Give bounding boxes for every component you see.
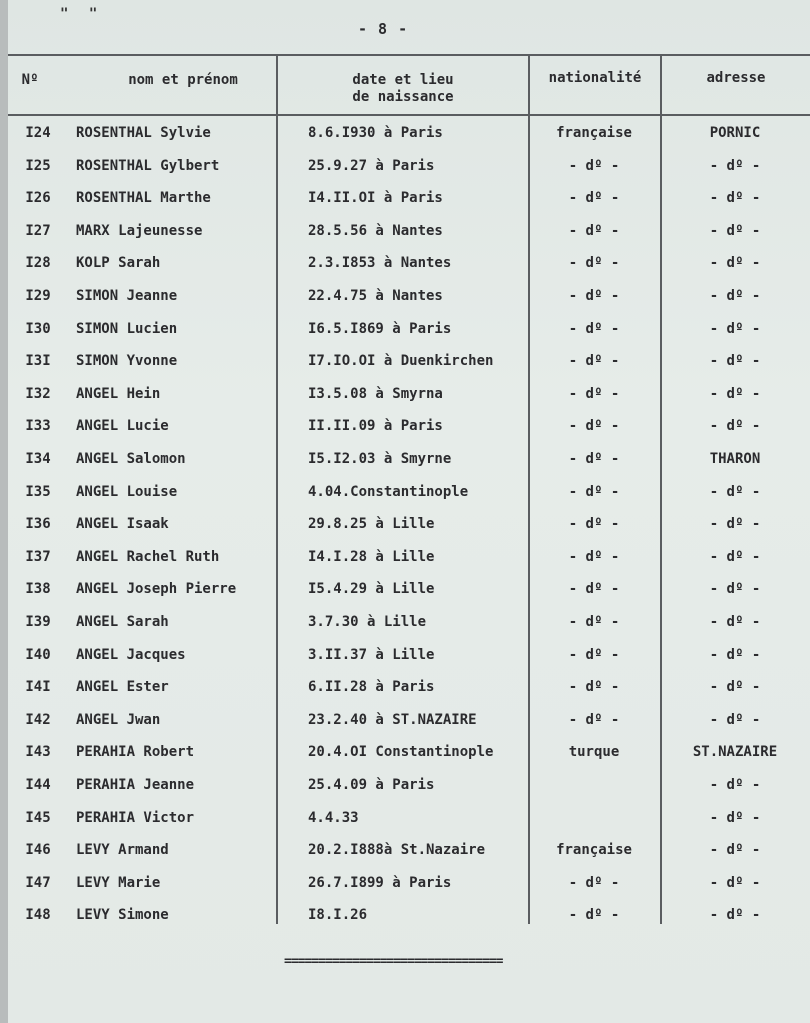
nationality-cell: - dº - xyxy=(568,711,620,728)
address-cell: - dº - xyxy=(709,777,761,793)
row-number: I48 xyxy=(25,907,51,924)
table-row xyxy=(8,314,810,344)
birth-info: 29.8.25 à Lille xyxy=(308,516,435,533)
table-row xyxy=(8,607,810,637)
table-row xyxy=(8,411,810,441)
table-row xyxy=(8,379,810,409)
nationality-cell: - dº - xyxy=(568,516,620,533)
address-cell: - dº - xyxy=(709,222,761,239)
address-cell: PORNIC xyxy=(709,125,761,141)
address-cell: ST.NAZAIRE xyxy=(692,744,778,761)
table-row xyxy=(8,542,810,572)
birth-info: 20.4.OI Constantinople xyxy=(308,744,494,761)
address-cell: - dº - xyxy=(709,548,761,565)
person-name: KOLP Sarah xyxy=(76,255,161,272)
address-cell: - dº - xyxy=(709,614,761,630)
nationality-cell: française xyxy=(556,842,632,859)
birth-info: 2.3.I853 à Nantes xyxy=(308,255,452,272)
address-cell: - dº - xyxy=(709,809,761,826)
row-number: I3I xyxy=(25,353,51,370)
address-cell: - dº - xyxy=(709,646,761,663)
row-number: I28 xyxy=(25,255,51,272)
page-number: - 8 - xyxy=(358,20,409,38)
address-cell: THARON xyxy=(709,451,761,467)
person-name: LEVY Simone xyxy=(76,907,169,924)
row-number: I47 xyxy=(25,874,51,891)
birth-info: I4.I.28 à Lille xyxy=(308,548,435,565)
person-name: ANGEL Louise xyxy=(76,483,178,500)
row-number: I38 xyxy=(25,581,51,598)
table-row xyxy=(8,868,810,898)
nationality-cell: - dº - xyxy=(568,320,620,337)
nationality-cell: - dº - xyxy=(568,451,620,467)
nationality-cell: française xyxy=(556,125,632,141)
nationality-cell: - dº - xyxy=(568,679,620,696)
address-cell: - dº - xyxy=(709,679,761,696)
row-number: I46 xyxy=(25,842,51,859)
birth-info: 25.4.09 à Paris xyxy=(308,777,435,793)
nationality-cell: - dº - xyxy=(568,581,620,598)
table-row xyxy=(8,346,810,376)
row-number: I40 xyxy=(25,646,51,663)
nationality-cell: - dº - xyxy=(568,614,620,630)
table-row xyxy=(8,477,810,507)
person-name: ANGEL Salomon xyxy=(76,451,186,467)
birth-info: 8.6.I930 à Paris xyxy=(308,125,443,141)
table-row xyxy=(8,705,810,735)
nationality-cell: - dº - xyxy=(568,157,620,174)
birth-info: 20.2.I888à St.Nazaire xyxy=(308,842,486,859)
row-number: I26 xyxy=(25,190,51,207)
birth-info: 28.5.56 à Nantes xyxy=(308,222,443,239)
row-number: I45 xyxy=(25,809,51,826)
person-name: ANGEL Jacques xyxy=(76,646,186,663)
nationality-cell: - dº - xyxy=(568,483,620,500)
header-nationality: nationalité xyxy=(548,70,642,86)
person-name: ANGEL Sarah xyxy=(76,614,169,630)
address-cell: - dº - xyxy=(709,190,761,207)
table-row xyxy=(8,118,810,148)
person-name: ANGEL Ester xyxy=(76,679,169,696)
person-name: ANGEL Rachel Ruth xyxy=(76,548,220,565)
person-name: ANGEL Lucie xyxy=(76,418,169,435)
row-number: I25 xyxy=(25,157,51,174)
nationality-cell: - dº - xyxy=(568,222,620,239)
person-name: SIMON Jeanne xyxy=(76,288,178,304)
address-cell: - dº - xyxy=(709,483,761,500)
birth-info: I6.5.I869 à Paris xyxy=(308,320,452,337)
table-top-rule xyxy=(8,54,810,56)
header-birth-line1: date et lieu xyxy=(352,72,454,88)
birth-info: 3.7.30 à Lille xyxy=(308,614,427,630)
person-name: ROSENTHAL Sylvie xyxy=(76,125,211,141)
row-number: I34 xyxy=(25,451,51,467)
person-name: LEVY Armand xyxy=(76,842,169,859)
birth-info: I5.I2.03 à Smyrne xyxy=(308,451,452,467)
address-cell: - dº - xyxy=(709,288,761,304)
header-name: nom et prénom xyxy=(128,72,238,88)
row-number: I33 xyxy=(25,418,51,435)
person-name: ANGEL Isaak xyxy=(76,516,169,533)
corner-marks: " " xyxy=(60,6,104,22)
row-number: I32 xyxy=(25,385,51,402)
birth-info: I8.I.26 xyxy=(308,907,368,924)
person-name: MARX Lajeunesse xyxy=(76,222,203,239)
table-row xyxy=(8,900,810,930)
row-number: I42 xyxy=(25,711,51,728)
person-name: SIMON Lucien xyxy=(76,320,178,337)
address-cell: - dº - xyxy=(709,874,761,891)
document-page xyxy=(8,0,810,1023)
address-cell: - dº - xyxy=(709,353,761,370)
row-number: I24 xyxy=(25,125,51,141)
table-header-rule xyxy=(8,114,810,116)
person-name: PERAHIA Jeanne xyxy=(76,777,195,793)
table-row xyxy=(8,737,810,767)
table-row xyxy=(8,803,810,833)
table-row xyxy=(8,281,810,311)
nationality-cell: - dº - xyxy=(568,907,620,924)
birth-info: I3.5.08 à Smyrna xyxy=(308,385,443,402)
address-cell: - dº - xyxy=(709,418,761,435)
nationality-cell: - dº - xyxy=(568,255,620,272)
table-row xyxy=(8,183,810,213)
nationality-cell: - dº - xyxy=(568,548,620,565)
row-number: I39 xyxy=(25,614,51,630)
nationality-cell: - dº - xyxy=(568,288,620,304)
row-number: I27 xyxy=(25,222,51,239)
row-number: I43 xyxy=(25,744,51,761)
table-row xyxy=(8,216,810,246)
table-row xyxy=(8,574,810,604)
person-name: ANGEL Joseph Pierre xyxy=(76,581,237,598)
person-name: ROSENTHAL Marthe xyxy=(76,190,211,207)
header-number: Nº xyxy=(21,72,39,88)
table-row xyxy=(8,835,810,865)
birth-info: 4.04.Constantinople xyxy=(308,483,469,500)
birth-info: 25.9.27 à Paris xyxy=(308,157,435,174)
address-cell: - dº - xyxy=(709,711,761,728)
address-cell: - dº - xyxy=(709,907,761,924)
table-row xyxy=(8,151,810,181)
nationality-cell: - dº - xyxy=(568,646,620,663)
birth-info: 23.2.40 à ST.NAZAIRE xyxy=(308,711,477,728)
table-row xyxy=(8,248,810,278)
row-number: I44 xyxy=(25,777,51,793)
address-cell: - dº - xyxy=(709,516,761,533)
nationality-cell: - dº - xyxy=(568,353,620,370)
person-name: ANGEL Hein xyxy=(76,385,161,402)
person-name: ROSENTHAL Gylbert xyxy=(76,157,220,174)
table-row xyxy=(8,770,810,800)
nationality-cell: - dº - xyxy=(568,190,620,207)
table-row xyxy=(8,509,810,539)
birth-info: 3.II.37 à Lille xyxy=(308,646,435,663)
table-row xyxy=(8,444,810,474)
row-number: I4I xyxy=(25,679,51,696)
person-name: SIMON Yvonne xyxy=(76,353,178,370)
address-cell: - dº - xyxy=(709,842,761,859)
birth-info: 4.4.33 xyxy=(308,809,359,826)
row-number: I35 xyxy=(25,483,51,500)
address-cell: - dº - xyxy=(709,320,761,337)
person-name: PERAHIA Robert xyxy=(76,744,195,761)
header-address: adresse xyxy=(706,70,766,86)
birth-info: II.II.09 à Paris xyxy=(308,418,443,435)
table-row xyxy=(8,640,810,670)
birth-info: 6.II.28 à Paris xyxy=(308,679,435,696)
address-cell: - dº - xyxy=(709,255,761,272)
birth-info: I5.4.29 à Lille xyxy=(308,581,435,598)
nationality-cell: - dº - xyxy=(568,385,620,402)
header-birth-line2: de naissance xyxy=(352,89,454,105)
row-number: I37 xyxy=(25,548,51,565)
nationality-cell: turque xyxy=(568,744,620,761)
row-number: I29 xyxy=(25,288,51,304)
person-name: ANGEL Jwan xyxy=(76,711,161,728)
row-number: I30 xyxy=(25,320,51,337)
row-number: I36 xyxy=(25,516,51,533)
footer-rule: ================================ xyxy=(284,954,503,969)
address-cell: - dº - xyxy=(709,581,761,598)
birth-info: 22.4.75 à Nantes xyxy=(308,288,443,304)
birth-info: 26.7.I899 à Paris xyxy=(308,874,452,891)
address-cell: - dº - xyxy=(709,157,761,174)
address-cell: - dº - xyxy=(709,385,761,402)
table-row xyxy=(8,672,810,702)
birth-info: I4.II.OI à Paris xyxy=(308,190,443,207)
nationality-cell: - dº - xyxy=(568,874,620,891)
birth-info: I7.IO.OI à Duenkirchen xyxy=(308,353,494,370)
person-name: PERAHIA Victor xyxy=(76,809,195,826)
person-name: LEVY Marie xyxy=(76,874,161,891)
nationality-cell: - dº - xyxy=(568,418,620,435)
